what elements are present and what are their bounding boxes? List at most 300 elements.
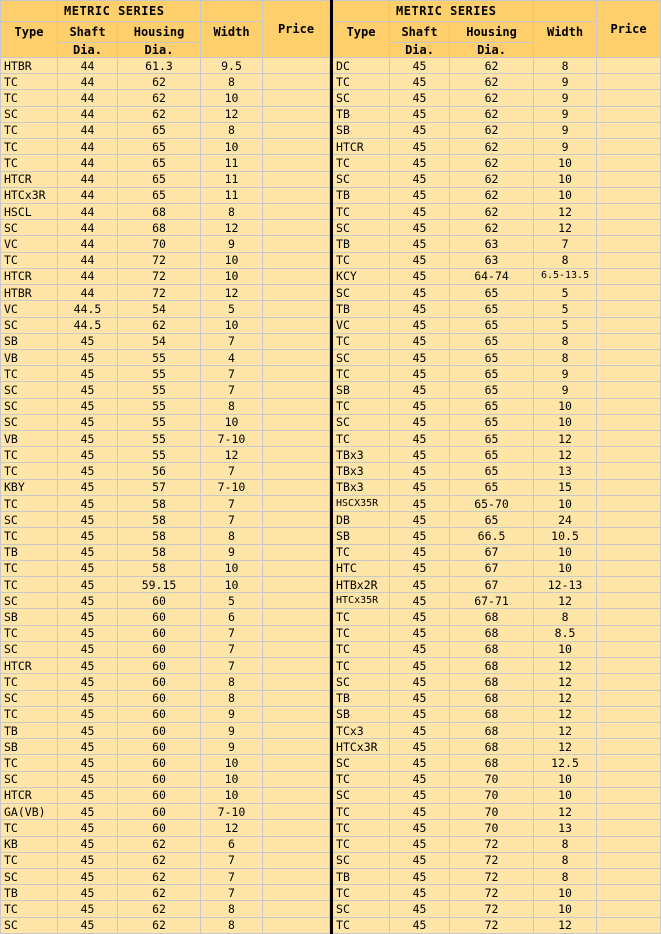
housing-dia-cell: 68 (118, 220, 201, 236)
shaft-dia-cell: 45 (390, 268, 450, 284)
housing-dia-cell: 67 (450, 544, 534, 560)
table-row (1, 252, 330, 268)
width-cell: 8 (534, 252, 597, 268)
width-cell: 10.5 (534, 528, 597, 544)
shaft-dia-cell: 44 (58, 106, 118, 122)
table-row (1, 349, 330, 365)
type-cell: SC (332, 220, 390, 236)
width-cell: 8 (201, 690, 263, 706)
price-cell (263, 739, 330, 755)
type-cell: HTBR (1, 285, 58, 301)
table-row (332, 852, 661, 868)
housing-dia-cell: 65 (450, 317, 534, 333)
type-cell: TC (332, 917, 390, 933)
type-cell: SC (332, 285, 390, 301)
price-cell (597, 285, 661, 301)
type-cell: TC (332, 771, 390, 787)
housing-dia-cell: 58 (118, 512, 201, 528)
table-row (1, 609, 330, 625)
housing-dia-cell: 66.5 (450, 528, 534, 544)
price-cell (263, 333, 330, 349)
shaft-dia-cell: 45 (390, 690, 450, 706)
housing-dia-cell: 65-70 (450, 495, 534, 511)
shaft-dia-header: Dia. (58, 43, 118, 58)
shaft-dia-cell: 45 (390, 155, 450, 171)
table-row (332, 285, 661, 301)
price-cell (263, 431, 330, 447)
housing-dia-cell: 60 (118, 804, 201, 820)
shaft-header: Shaft (390, 22, 450, 43)
price-cell (263, 593, 330, 609)
price-cell (263, 901, 330, 917)
type-cell: HTCx35R (332, 593, 390, 609)
width-cell: 10 (201, 787, 263, 803)
width-cell: 10 (534, 414, 597, 430)
table-row (1, 220, 330, 236)
table-row (332, 382, 661, 398)
shaft-dia-cell: 45 (58, 577, 118, 593)
housing-dia-cell: 55 (118, 447, 201, 463)
price-cell (597, 463, 661, 479)
housing-dia-cell: 63 (450, 236, 534, 252)
width-cell: 8 (201, 901, 263, 917)
price-cell (597, 447, 661, 463)
width-cell: 9 (534, 382, 597, 398)
table-row (332, 593, 661, 609)
shaft-dia-cell: 45 (390, 625, 450, 641)
left-metric-table (0, 0, 330, 934)
housing-dia-cell: 60 (118, 641, 201, 657)
width-cell: 10 (534, 641, 597, 657)
table-row (332, 820, 661, 836)
shaft-dia-cell: 44.5 (58, 301, 118, 317)
shaft-dia-cell: 45 (390, 317, 450, 333)
type-cell: SC (1, 414, 58, 430)
shaft-dia-cell: 45 (390, 593, 450, 609)
table-row (1, 836, 330, 852)
housing-dia-cell: 54 (118, 301, 201, 317)
shaft-dia-cell: 44 (58, 252, 118, 268)
shaft-dia-cell: 45 (58, 609, 118, 625)
price-cell (597, 885, 661, 901)
shaft-dia-cell: 45 (58, 641, 118, 657)
price-cell (263, 171, 330, 187)
price-cell (597, 301, 661, 317)
price-cell (597, 528, 661, 544)
housing-dia-cell: 55 (118, 366, 201, 382)
width-cell: 11 (201, 171, 263, 187)
type-cell: TC (332, 804, 390, 820)
price-cell (597, 706, 661, 722)
housing-dia-cell: 58 (118, 528, 201, 544)
housing-dia-cell: 72 (118, 268, 201, 284)
type-cell: SB (332, 382, 390, 398)
type-cell: TC (1, 74, 58, 90)
table-row (1, 139, 330, 155)
type-cell: VC (1, 236, 58, 252)
shaft-dia-cell: 45 (58, 414, 118, 430)
price-cell (597, 593, 661, 609)
table-row (1, 495, 330, 511)
price-cell (263, 512, 330, 528)
housing-dia-cell: 68 (450, 641, 534, 657)
price-cell (263, 236, 330, 252)
shaft-dia-cell: 45 (390, 658, 450, 674)
price-cell (263, 203, 330, 219)
table-row (1, 739, 330, 755)
type-cell: TBx3 (332, 447, 390, 463)
width-cell: 12 (534, 804, 597, 820)
price-cell (597, 544, 661, 560)
shaft-dia-cell: 45 (390, 366, 450, 382)
shaft-dia-cell: 45 (58, 512, 118, 528)
shaft-dia-cell: 45 (58, 560, 118, 576)
housing-dia-cell: 72 (450, 901, 534, 917)
price-cell (263, 674, 330, 690)
type-cell: TC (332, 658, 390, 674)
width-cell: 9.5 (201, 58, 263, 74)
table-row (1, 366, 330, 382)
shaft-dia-cell: 45 (58, 463, 118, 479)
right-metric-table (330, 0, 661, 934)
shaft-dia-cell: 44 (58, 236, 118, 252)
width-cell: 10 (201, 755, 263, 771)
price-cell (597, 74, 661, 90)
housing-dia-cell: 70 (450, 820, 534, 836)
table-row (332, 560, 661, 576)
type-cell: TC (1, 674, 58, 690)
shaft-dia-cell: 45 (58, 349, 118, 365)
table-row (1, 398, 330, 414)
housing-dia-cell: 62 (450, 74, 534, 90)
housing-dia-cell: 68 (450, 674, 534, 690)
price-cell (263, 868, 330, 884)
price-cell (597, 414, 661, 430)
housing-dia-cell: 65 (450, 366, 534, 382)
type-cell: VB (1, 349, 58, 365)
housing-dia-cell: 60 (118, 706, 201, 722)
table-row (1, 90, 330, 106)
width-cell: 10 (534, 398, 597, 414)
price-cell (597, 431, 661, 447)
shaft-dia-cell: 45 (390, 139, 450, 155)
table-row (332, 317, 661, 333)
price-cell (263, 625, 330, 641)
price-cell (597, 349, 661, 365)
table-row (1, 528, 330, 544)
type-cell: TB (332, 868, 390, 884)
housing-dia-cell: 68 (450, 722, 534, 738)
width-cell: 9 (534, 366, 597, 382)
width-cell: 12 (201, 285, 263, 301)
table-row (332, 139, 661, 155)
type-cell: SB (332, 122, 390, 138)
type-cell: HSCL (1, 203, 58, 219)
price-cell (263, 690, 330, 706)
type-cell: SC (1, 382, 58, 398)
type-cell: SC (1, 593, 58, 609)
price-cell (597, 203, 661, 219)
table-row (1, 787, 330, 803)
shaft-dia-cell: 45 (390, 106, 450, 122)
housing-dia-cell: 68 (450, 609, 534, 625)
width-cell: 9 (201, 236, 263, 252)
price-cell (263, 463, 330, 479)
price-cell (263, 479, 330, 495)
width-cell: 10 (534, 787, 597, 803)
type-cell: HSCX35R (332, 495, 390, 511)
type-cell: TC (332, 398, 390, 414)
table-row (1, 268, 330, 284)
housing-dia-cell: 65 (450, 285, 534, 301)
price-cell (263, 285, 330, 301)
table-row (1, 577, 330, 593)
table-row (1, 333, 330, 349)
housing-dia-cell: 62 (118, 74, 201, 90)
shaft-dia-cell: 45 (390, 560, 450, 576)
shaft-dia-cell: 44 (58, 155, 118, 171)
price-cell (597, 122, 661, 138)
series-title: METRIC SERIES (390, 1, 534, 22)
price-cell (263, 58, 330, 74)
shaft-dia-cell: 45 (58, 852, 118, 868)
type-cell: TC (1, 139, 58, 155)
price-cell (263, 74, 330, 90)
price-cell (597, 155, 661, 171)
width-cell: 5 (534, 301, 597, 317)
table-row (332, 187, 661, 203)
shaft-dia-cell: 45 (390, 220, 450, 236)
width-cell: 5 (534, 317, 597, 333)
width-cell: 7-10 (201, 804, 263, 820)
table-row (1, 155, 330, 171)
price-cell (263, 139, 330, 155)
type-cell: SC (332, 852, 390, 868)
width-cell: 10 (534, 885, 597, 901)
type-cell: GA(VB) (1, 804, 58, 820)
width-cell: 8 (534, 58, 597, 74)
price-cell (263, 268, 330, 284)
width-cell: 9 (201, 544, 263, 560)
width-cell: 7 (201, 868, 263, 884)
price-cell (597, 382, 661, 398)
price-cell (263, 804, 330, 820)
table-row (332, 836, 661, 852)
housing-dia-cell: 72 (450, 852, 534, 868)
type-cell: SC (332, 787, 390, 803)
price-cell (263, 414, 330, 430)
housing-dia-cell: 67 (450, 577, 534, 593)
shaft-dia-cell: 45 (390, 820, 450, 836)
table-row (332, 58, 661, 74)
type-cell: SC (332, 90, 390, 106)
price-cell (263, 706, 330, 722)
width-cell: 7-10 (201, 431, 263, 447)
table-row (332, 268, 661, 284)
width-cell: 10 (201, 771, 263, 787)
housing-dia-cell: 54 (118, 333, 201, 349)
price-cell (597, 560, 661, 576)
type-cell: TC (332, 431, 390, 447)
housing-dia-cell: 60 (118, 658, 201, 674)
housing-dia-cell: 62 (118, 917, 201, 933)
shaft-dia-cell: 45 (390, 901, 450, 917)
type-cell: TC (1, 447, 58, 463)
housing-header: Housing (118, 22, 201, 43)
shaft-dia-cell: 45 (390, 495, 450, 511)
width-cell: 8 (201, 398, 263, 414)
price-cell (597, 868, 661, 884)
housing-dia-cell: 64-74 (450, 268, 534, 284)
shaft-dia-cell: 45 (58, 447, 118, 463)
table-row (1, 122, 330, 138)
housing-dia-cell: 58 (118, 495, 201, 511)
shaft-dia-cell: 45 (58, 755, 118, 771)
price-cell (597, 658, 661, 674)
price-cell (597, 609, 661, 625)
table-row (332, 252, 661, 268)
shaft-dia-cell: 45 (58, 528, 118, 544)
housing-dia-cell: 72 (118, 252, 201, 268)
width-cell: 9 (201, 739, 263, 755)
width-cell: 6 (201, 609, 263, 625)
housing-dia-cell: 70 (450, 787, 534, 803)
housing-dia-cell: 58 (118, 544, 201, 560)
table-row (332, 333, 661, 349)
table-row (332, 236, 661, 252)
shaft-dia-cell: 45 (58, 366, 118, 382)
price-cell (263, 787, 330, 803)
type-cell: SB (1, 333, 58, 349)
price-cell (597, 787, 661, 803)
width-cell: 5 (201, 593, 263, 609)
shaft-dia-cell: 45 (390, 252, 450, 268)
table-row (1, 479, 330, 495)
type-cell: KBY (1, 479, 58, 495)
width-cell: 8 (534, 609, 597, 625)
type-cell: SC (1, 106, 58, 122)
housing-dia-cell: 60 (118, 755, 201, 771)
width-cell: 5 (201, 301, 263, 317)
type-cell: TB (1, 544, 58, 560)
price-cell (263, 187, 330, 203)
housing-dia-cell: 65 (450, 349, 534, 365)
price-cell (597, 171, 661, 187)
table-row (332, 787, 661, 803)
type-cell: SC (1, 917, 58, 933)
width-cell: 12 (534, 917, 597, 933)
price-cell (597, 722, 661, 738)
shaft-dia-cell: 45 (390, 447, 450, 463)
housing-dia-cell: 70 (450, 771, 534, 787)
type-cell: TC (1, 625, 58, 641)
housing-dia-cell: 62 (118, 106, 201, 122)
price-cell (597, 804, 661, 820)
type-cell: TC (1, 252, 58, 268)
price-cell (263, 220, 330, 236)
price-cell (597, 268, 661, 284)
housing-dia-cell: 59.15 (118, 577, 201, 593)
width-cell: 12 (534, 593, 597, 609)
shaft-dia-cell: 45 (390, 187, 450, 203)
width-cell: 7 (201, 366, 263, 382)
price-cell (263, 382, 330, 398)
shaft-dia-cell: 45 (58, 544, 118, 560)
shaft-dia-cell: 45 (58, 820, 118, 836)
table-row (1, 171, 330, 187)
type-cell: SC (332, 414, 390, 430)
housing-dia-cell: 60 (118, 674, 201, 690)
width-cell: 15 (534, 479, 597, 495)
table-row (1, 106, 330, 122)
housing-dia-cell: 65 (118, 122, 201, 138)
table-row (332, 804, 661, 820)
type-cell: TC (1, 122, 58, 138)
housing-dia-cell: 62 (450, 90, 534, 106)
housing-dia-cell: 72 (450, 885, 534, 901)
table-row (332, 414, 661, 430)
price-cell (597, 333, 661, 349)
shaft-dia-cell: 45 (390, 333, 450, 349)
shaft-dia-cell: 45 (58, 690, 118, 706)
price-cell (597, 236, 661, 252)
price-cell (263, 820, 330, 836)
housing-dia-cell: 65 (118, 139, 201, 155)
shaft-dia-cell: 45 (390, 171, 450, 187)
table-row (332, 90, 661, 106)
width-cell: 7 (201, 625, 263, 641)
width-cell: 8 (201, 74, 263, 90)
width-cell: 12 (534, 674, 597, 690)
shaft-dia-cell: 45 (390, 917, 450, 933)
type-cell: SB (1, 739, 58, 755)
type-cell: SC (1, 317, 58, 333)
type-cell: TC (332, 544, 390, 560)
type-cell: TC (332, 155, 390, 171)
type-cell: TC (332, 366, 390, 382)
housing-dia-cell: 60 (118, 690, 201, 706)
price-cell (263, 447, 330, 463)
shaft-dia-cell: 45 (390, 74, 450, 90)
housing-dia-cell: 65 (450, 512, 534, 528)
shaft-dia-cell: 45 (58, 804, 118, 820)
table-row (332, 755, 661, 771)
table-row (332, 398, 661, 414)
price-cell (263, 252, 330, 268)
width-cell: 8 (534, 868, 597, 884)
shaft-dia-cell: 45 (390, 236, 450, 252)
width-cell: 10 (534, 544, 597, 560)
shaft-header: Shaft (58, 22, 118, 43)
width-cell: 7 (201, 512, 263, 528)
shaft-dia-cell: 45 (390, 349, 450, 365)
housing-dia-cell: 68 (450, 739, 534, 755)
width-cell: 8 (534, 349, 597, 365)
housing-dia-cell: 62 (450, 139, 534, 155)
width-cell: 12 (534, 739, 597, 755)
table-row (332, 625, 661, 641)
width-cell: 11 (201, 155, 263, 171)
width-cell: 9 (534, 139, 597, 155)
shaft-dia-cell: 45 (390, 852, 450, 868)
type-cell: TC (1, 820, 58, 836)
price-cell (263, 317, 330, 333)
table-row (1, 852, 330, 868)
type-cell: HTCR (1, 171, 58, 187)
width-header: Width (201, 22, 263, 58)
housing-dia-cell: 67 (450, 560, 534, 576)
shaft-dia-cell: 45 (58, 625, 118, 641)
